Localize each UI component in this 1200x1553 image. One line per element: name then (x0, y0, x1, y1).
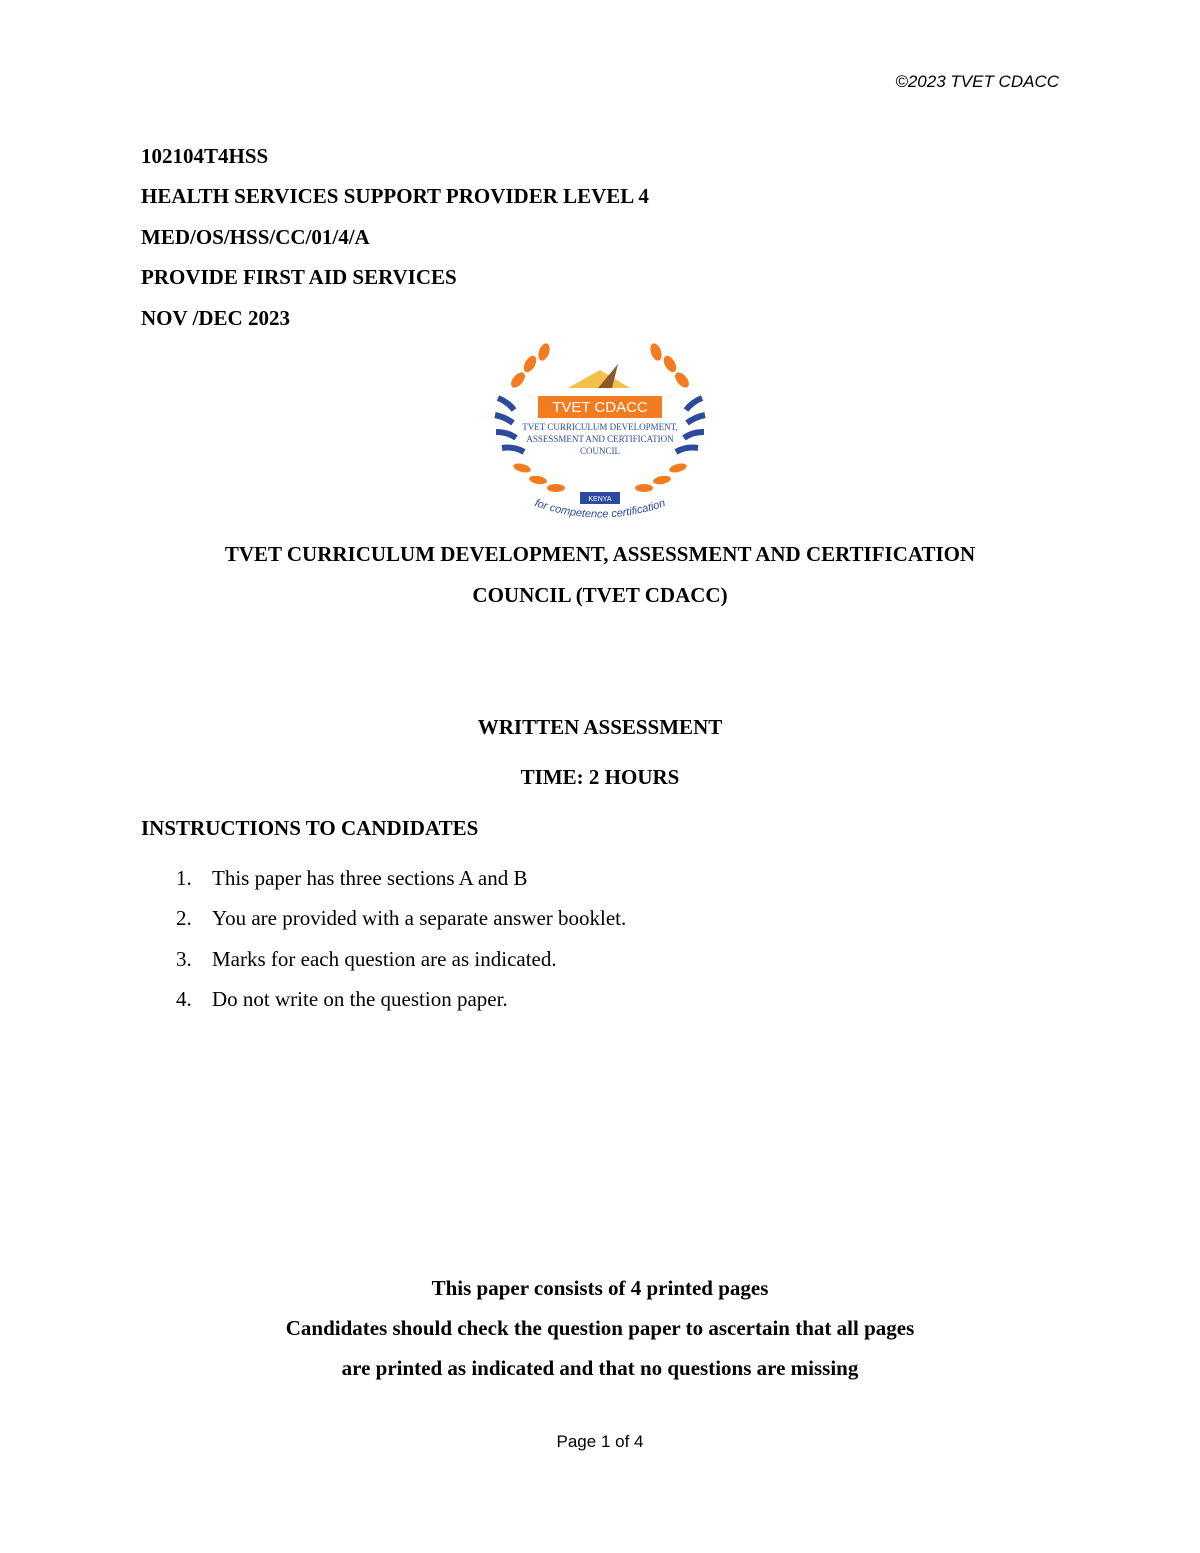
instructions-title: INSTRUCTIONS TO CANDIDATES (141, 816, 479, 840)
logo-motto: for competence certification (533, 497, 667, 521)
assessment-time: TIME: 2 HOURS (520, 765, 680, 789)
list-item-text: You are provided with a separate answer booklet. (212, 906, 627, 931)
list-item (141, 980, 626, 1021)
copyright-notice: ©2023 TVET CDACC (895, 72, 1059, 91)
assessment-type: WRITTEN ASSESSMENT (477, 715, 723, 739)
book-icon (568, 370, 630, 388)
footer-line-2: Candidates should check the question paper to ascertain that all pages (285, 1316, 915, 1340)
page-number: Page 1 of 4 (556, 1432, 644, 1451)
logo-line-1: TVET CURRICULUM DEVELOPMENT, (522, 422, 678, 432)
unit-code: MED/OS/HSS/CC/01/4/A (141, 225, 370, 249)
logo-badge-text: TVET CDACC (552, 399, 648, 416)
list-item-text: This paper has three sections A and B (212, 865, 528, 890)
logo-line-3: COUNCIL (580, 446, 620, 456)
flag-label: KENYA (588, 496, 612, 503)
list-item-text: Marks for each question are as indicated. (212, 946, 557, 971)
list-item-number: 2. (176, 906, 192, 931)
council-name-line-2: COUNCIL (TVET CDACC) (472, 583, 728, 607)
paper-code: 102104T4HSS (141, 144, 269, 168)
footer-line-3: are printed as indicated and that no questions are missing (341, 1356, 859, 1380)
list-item (141, 858, 626, 899)
footer-line-1: This paper consists of 4 printed pages (431, 1276, 769, 1300)
list-item-text: Do not write on the question paper. (212, 987, 508, 1012)
tvet-cdacc-logo (480, 340, 720, 530)
list-item (141, 939, 626, 980)
list-item-number: 3. (176, 946, 192, 971)
unit-title: PROVIDE FIRST AID SERVICES (141, 265, 457, 289)
instructions-list (141, 858, 626, 1020)
list-item-number: 1. (176, 865, 192, 890)
list-item (141, 899, 626, 940)
programme-title: HEALTH SERVICES SUPPORT PROVIDER LEVEL 4 (141, 184, 649, 208)
council-name-line-1: TVET CURRICULUM DEVELOPMENT, ASSESSMENT AND CERTIFICATION (224, 542, 976, 566)
list-item-number: 4. (176, 987, 192, 1012)
logo-line-2: ASSESSMENT AND CERTIFICATION (526, 434, 674, 444)
exam-session: NOV /DEC 2023 (141, 306, 290, 330)
